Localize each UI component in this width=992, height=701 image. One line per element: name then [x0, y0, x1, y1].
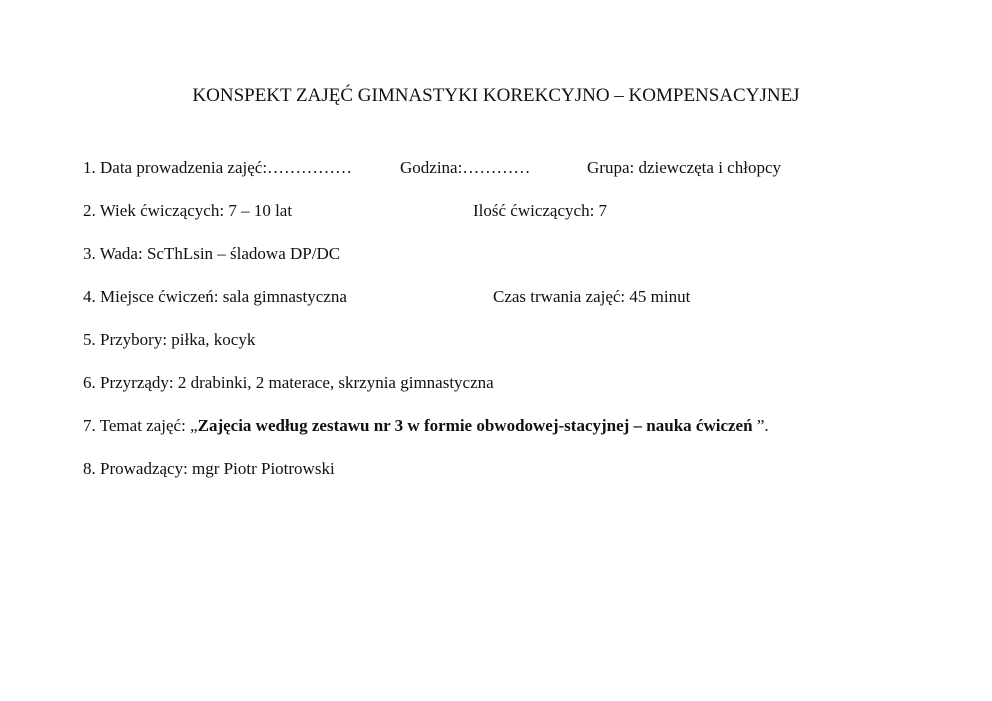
age-field: 2. Wiek ćwiczących: 7 – 10 lat [83, 201, 293, 220]
duration-field: Czas trwania zajęć: 45 minut [493, 287, 691, 306]
group-field: Grupa: dziewczęta i chłopcy [587, 158, 781, 177]
instructor-field: 8. Prowadzący: mgr Piotr Piotrowski [83, 459, 335, 478]
topic-end: ”. [752, 416, 769, 435]
equipment-field: 5. Przybory: piłka, kocyk [83, 330, 256, 349]
topic-label: 7. Temat zajęć: „ [83, 416, 198, 435]
time-field: Godzina:………… [400, 158, 531, 177]
participant-count-field: Ilość ćwiczących: 7 [473, 201, 608, 220]
topic-field [83, 416, 769, 436]
document-title: KONSPEKT ZAJĘĆ GIMNASTYKI KOREKCYJNO – KOMPENSACYJNEJ [192, 85, 800, 106]
defect-field: 3. Wada: ScThLsin – śladowa DP/DC [83, 244, 341, 263]
date-field: 1. Data prowadzenia zajęć:…………… [83, 158, 353, 177]
place-field: 4. Miejsce ćwiczeń: sala gimnastyczna [83, 287, 347, 306]
topic-title: Zajęcia według zestawu nr 3 w formie obwodowej-stacyjnej – nauka ćwiczeń [197, 416, 753, 435]
apparatus-field: 6. Przyrządy: 2 drabinki, 2 materace, skrzynia gimnastyczna [83, 373, 494, 392]
